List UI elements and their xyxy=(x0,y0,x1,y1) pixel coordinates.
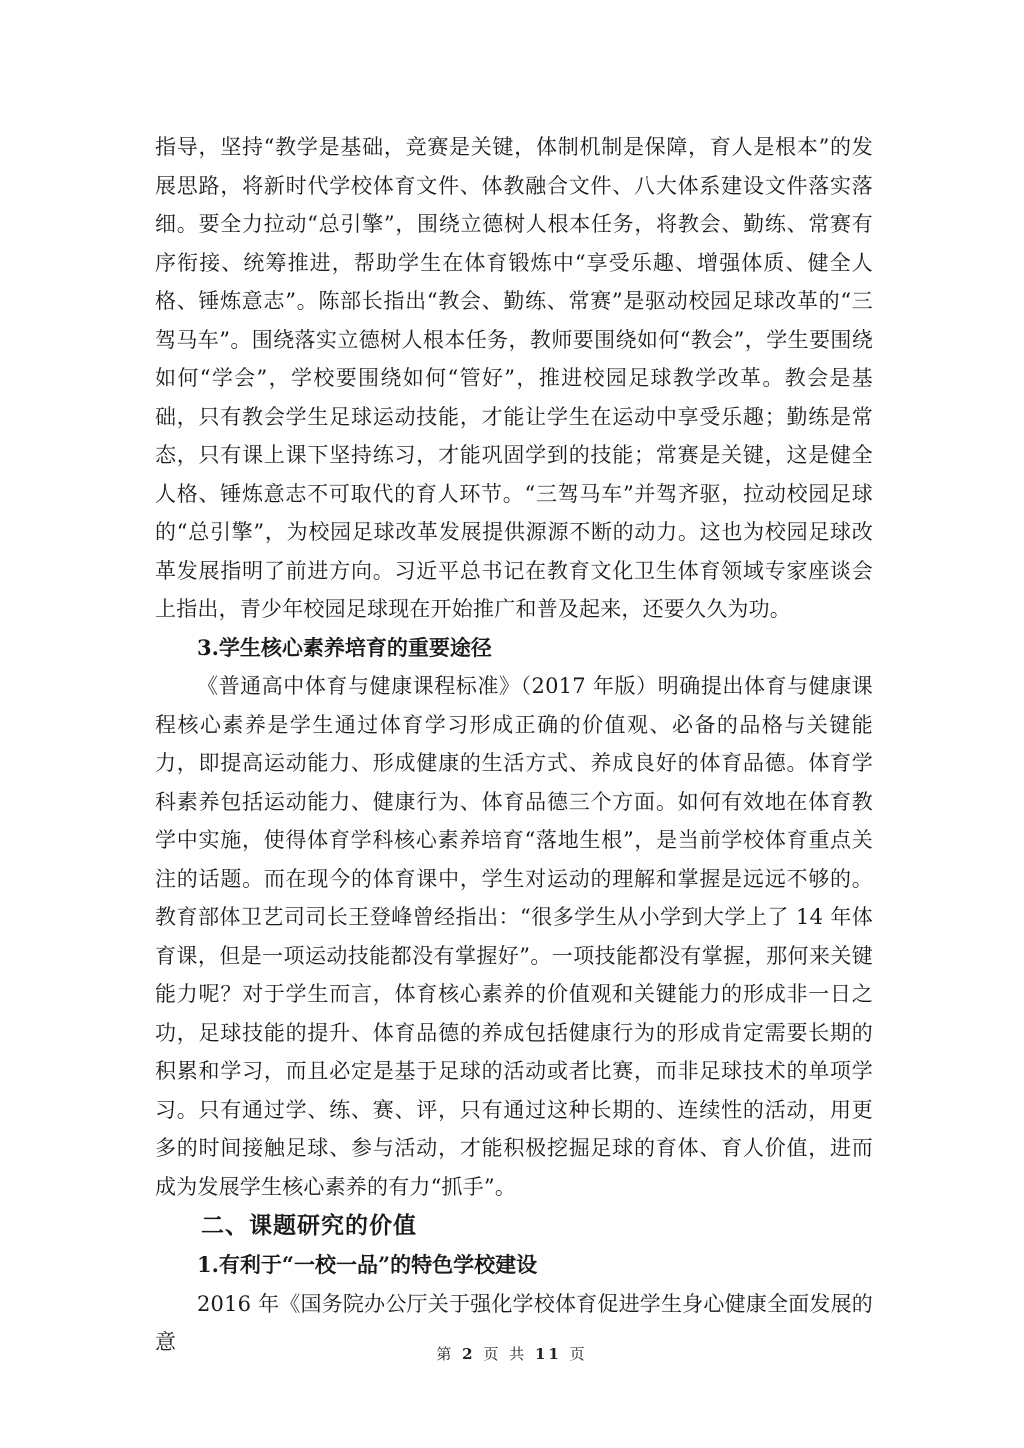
heading-research-value: 二、课题研究的价值 xyxy=(201,1212,417,1239)
page-footer xyxy=(0,1343,1024,1364)
footer-page-number: 2 xyxy=(462,1345,476,1363)
footer-prefix: 第 xyxy=(436,1345,455,1363)
heading-one-school-one-brand: 1.有利于“一校一品”的特色学校建设 xyxy=(197,1252,538,1277)
footer-suffix: 页 xyxy=(569,1345,588,1363)
body-text xyxy=(155,128,873,1362)
footer-total-pages: 11 xyxy=(534,1345,562,1363)
paragraph-policy-guidance: 指导，坚持“教学是基础，竞赛是关键，体制机制是保障，育人是根本”的发展思路，将新时代学校体育文件、体教融合文件、八大体系建设文件落实落细。要全力拉动“总引擎”，围绕立德树人根本任务，将教会、勤练、常赛有序衔接、统筹推进，帮助学生在体育锻炼中“享受乐趣、增强体质、健全人格、锤炼意志”。陈部长指出“教会、勤练、常赛”是驱动校园足球改革的“三驾马车”。围绕落实立德树人根本任务，教师要围绕如何“教会”，学生要围绕如何“学会”，学校要围绕如何“管好”，推进校园足球教学改革。教会是基础，只有教会学生足球运动技能，才能让学生在运动中享受乐趣；勤练是常态，只有课上课下坚持练习，才能巩固学到的技能；常赛是关键，这是健全人格、锤炼意志不可取代的育人环节。“三驾马车”并驾齐驱，拉动校园足球的“总引擎”，为校园足球改革发展提供源源不断的动力。这也为校园足球改革发展指明了前进方向。习近平总书记在教育文化卫生体育领域专家座谈会上指出，青少年校园足球现在开始推广和普及起来，还要久久为功。 xyxy=(155,135,873,621)
paragraph-curriculum-standard: 《普通高中体育与健康课程标准》（2017 年版）明确提出体育与健康课程核心素养是学生通过体育学习形成正确的价值观、必备的品格与关键能力，即提高运动能力、形成健康的生活方式、养成良好的体育品德。体育学科素养包括运动能力、健康行为、体育品德三个方面。如何有效地在体育教学中实施，使得体育学科核心素养培育“落地生根”，是当前学校体育重点关注的话题。而在现今的体育课中，学生对运动的理解和掌握是远远不够的。教育部体卫艺司司长王登峰曾经指出：“很多学生从小学到大学上了 14 年体育课，但是一项运动技能都没有掌握好”。一项技能都没有掌握，那何来关键能力呢？对于学生而言，体育核心素养的价值观和关键能力的形成非一日之功，足球技能的提升、体育品德的养成包括健康行为的形成肯定需要长期的积累和学习，而且必定是基于足球的活动或者比赛，而非足球技术的单项学习。只有通过学、练、赛、评，只有通过这种长期的、连续性的活动，用更多的时间接触足球、参与活动，才能积极挖掘足球的育体、育人价值，进而成为发展学生核心素养的有力“抓手”。 xyxy=(155,674,873,1199)
footer-mid: 页 共 xyxy=(483,1345,528,1363)
heading-core-literacy: 3.学生核心素养培育的重要途径 xyxy=(197,634,492,660)
paragraph-state-council-2016: 2016 年《国务院办公厅关于强化学校体育促进学生身心健康全面发展的意 xyxy=(155,1291,873,1354)
